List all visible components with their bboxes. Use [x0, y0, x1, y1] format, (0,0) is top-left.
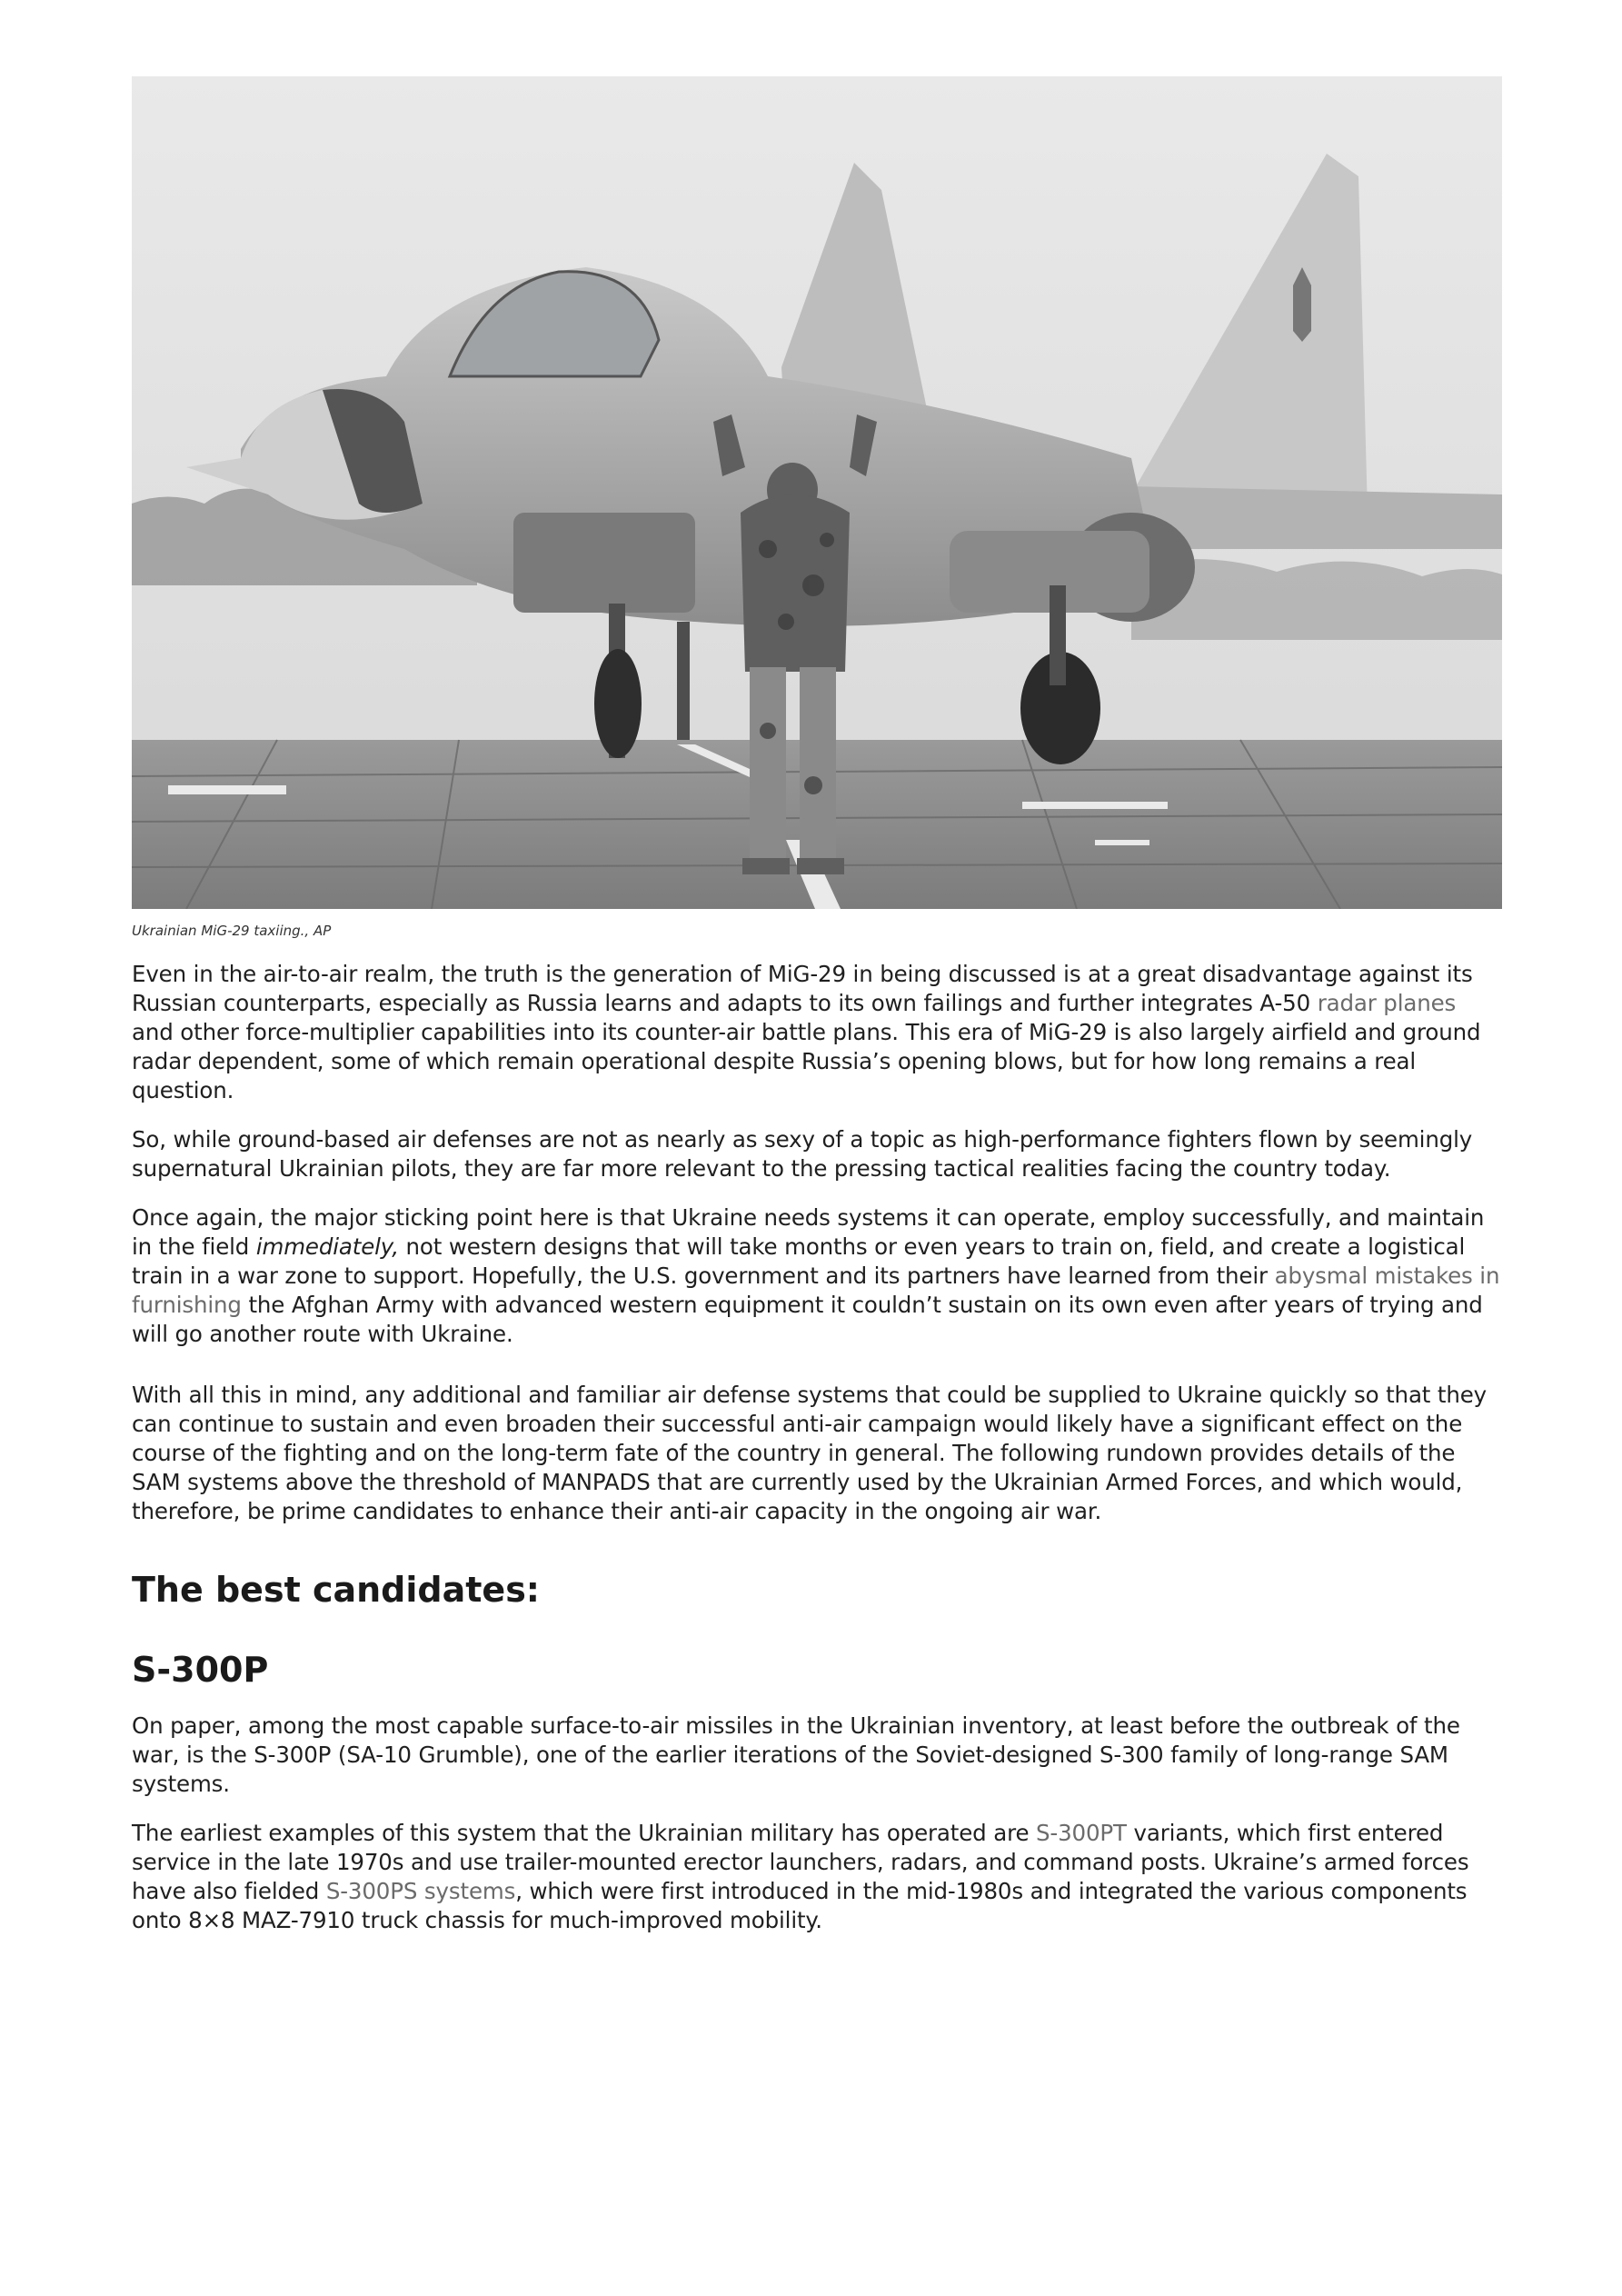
paragraph-6: The earliest examples of this system that the Ukrainian military has operated are S-300PT variants, which first entered service in the late 1970s and use trailer-mounted erector launchers, radars, and command posts. Ukraine’s armed forces have also fielded S-300PS systems, which were first introduced in the mid-1980s and integrated the various components onto 8×8 MAZ-7910 truck chassis for much-improved mobility.	[132, 1820, 1469, 1933]
article	[132, 76, 1502, 1935]
paragraph-4: With all this in mind, any additional and familiar air defense systems that could be supplied to Ukraine quickly so that they can continue to sustain and even broaden their successful anti-air campaign would likely have a significant effect on the course of the fighting and on the long-term fate of the country in general. The following rundown provides details of the SAM systems above the threshold of MANPADS that are currently used by the Ukrainian Armed Forces, and which would, therefore, be prime candidates to enhance their anti-air capacity in the ongoing air war.	[132, 1382, 1488, 1524]
paragraph-1: Even in the air-to-air realm, the truth is the generation of MiG-29 in being discussed is at a great disadvantage against its Russian counterparts, especially as Russia learns and adapts to its own failings and further integrates A-50 radar planes and other force-multiplier capabilities into its counter-air battle plans. This era of MiG-29 is also largely airfield and ground radar dependent, some of which remain operational despite Russia’s opening blows, but for how long remains a real question.	[132, 961, 1481, 1103]
photo-caption: Ukrainian MiG-29 taxiing., AP	[132, 923, 332, 939]
paragraph-3: Once again, the major sticking point here is that Ukraine needs systems it can operate, employ successfully, and maintain in the field immediately, not western designs that will take months or even years to train on, field, and create a logistical train in a war zone to support. Hopefully, the U.S. government and its partners have learned from their abysmal mistakes in furnishing the Afghan Army with advanced western equipment it couldn’t sustain on its own even after years of trying and will go another route with Ukraine.	[132, 1204, 1500, 1347]
paragraph-5: On paper, among the most capable surface-to-air missiles in the Ukrainian inventory, at least before the outbreak of the war, is the S-300P (SA-10 Grumble), one of the earlier iterations of the Soviet-designed S-300 family of long-range SAM systems.	[132, 1712, 1460, 1797]
s300pt-link[interactable]: S-300PT	[1036, 1820, 1127, 1846]
radar-planes-link[interactable]: radar planes	[1317, 990, 1457, 1016]
paragraph-2: So, while ground-based air defenses are not as nearly as sexy of a topic as high-performance fighters flown by seemingly supernatural Ukrainian pilots, they are far more relevant to the pressing tactical realities facing the country today.	[132, 1126, 1473, 1182]
mig29-photo	[132, 76, 1502, 909]
s300ps-link[interactable]: S-300PS systems	[325, 1878, 516, 1904]
heading-s300p: S-300P	[132, 1650, 269, 1690]
heading-best-candidates: The best candidates:	[132, 1570, 541, 1610]
abysmal-mistakes-link[interactable]: abysmal mistakes in furnishing	[132, 1263, 1500, 1318]
